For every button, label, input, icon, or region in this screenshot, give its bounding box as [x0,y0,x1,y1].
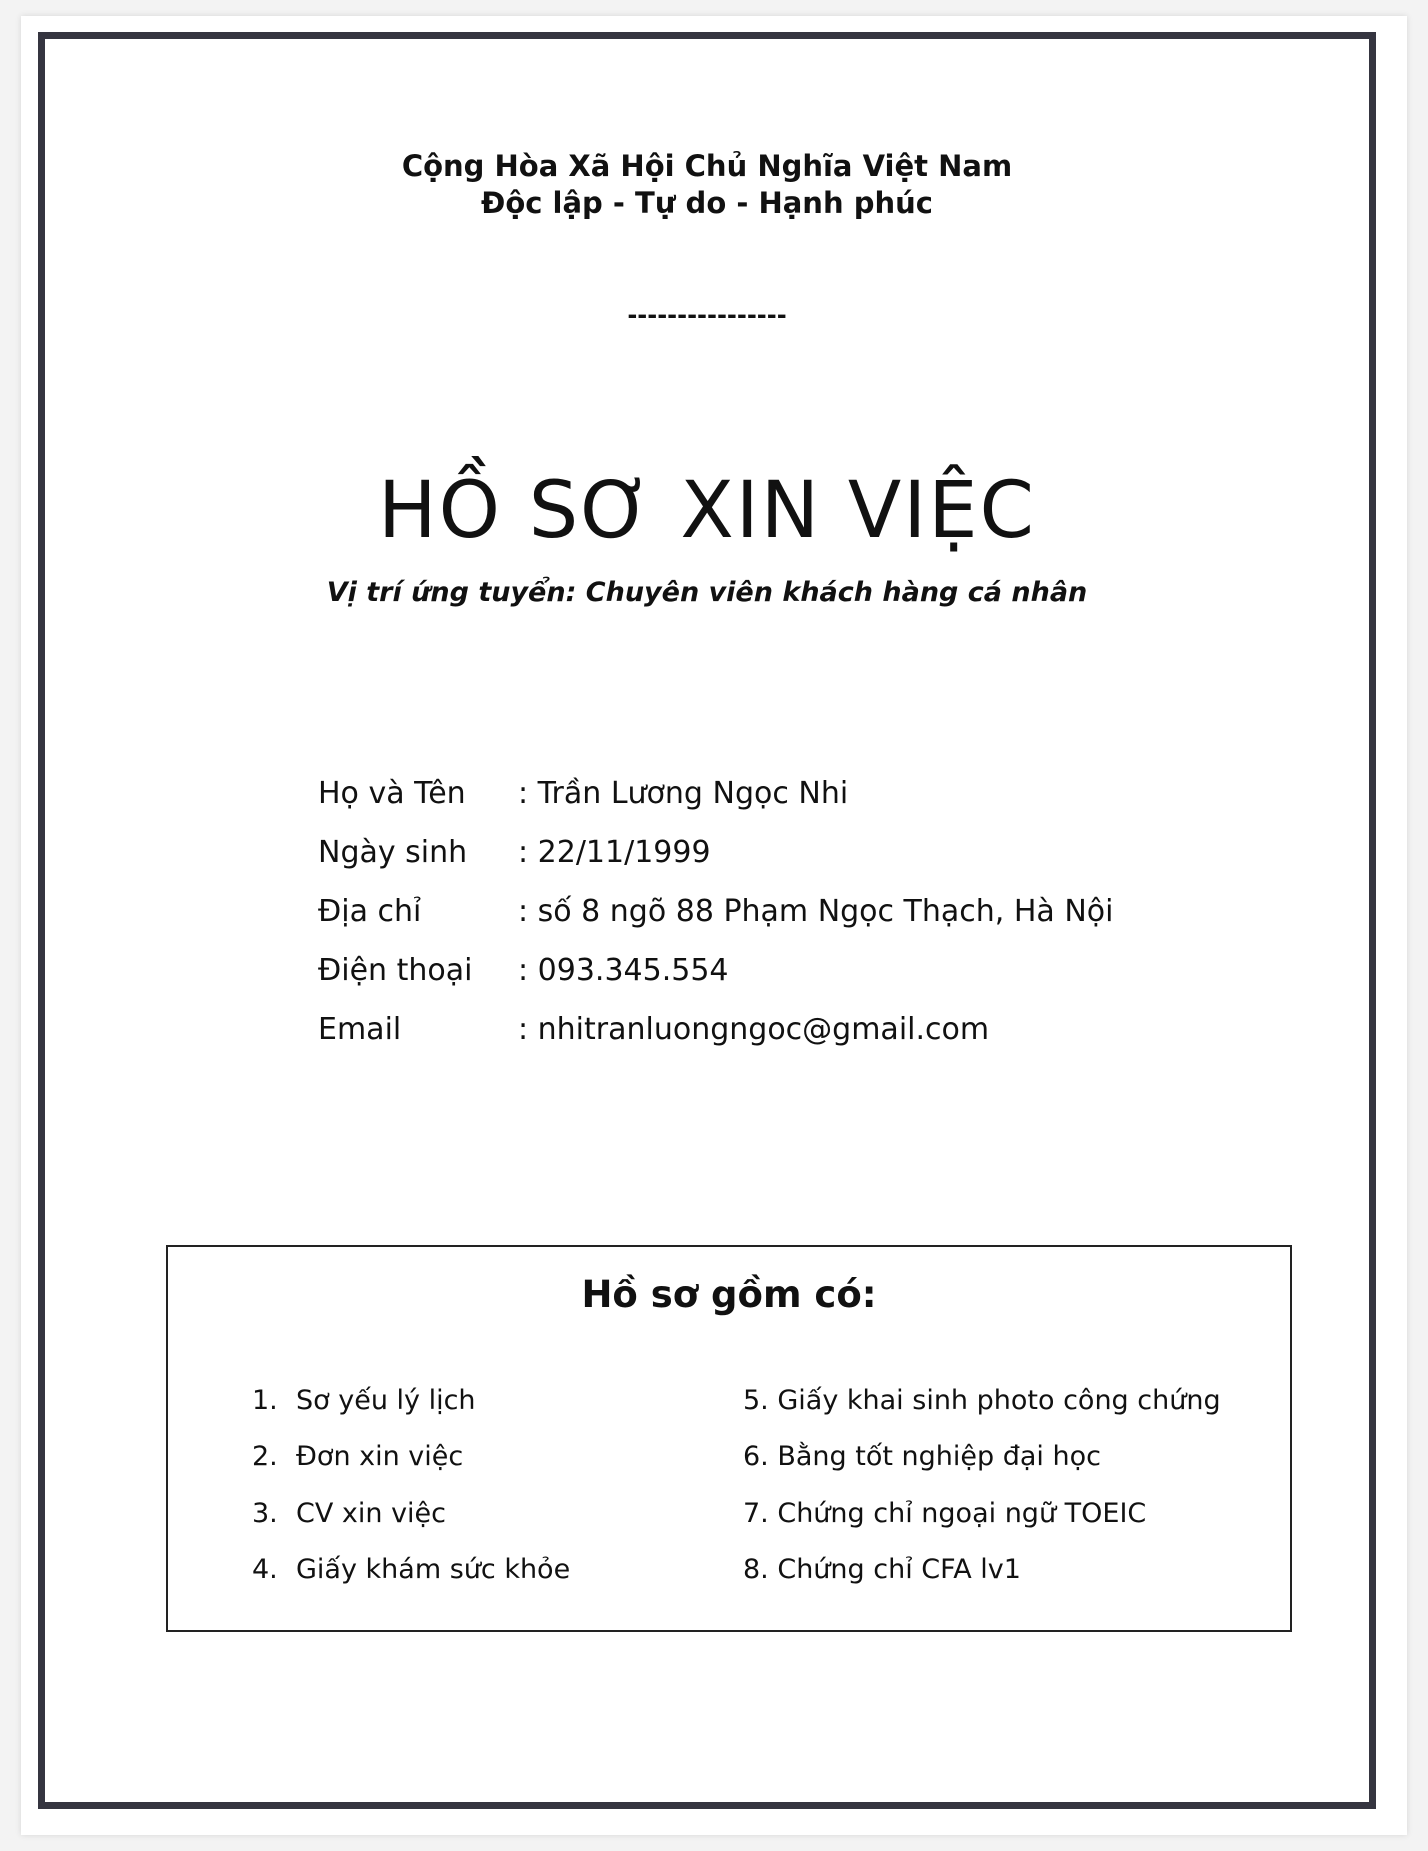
info-value: : 22/11/1999 [518,835,711,870]
list-item: 8. Chứng chỉ CFA lv1 [743,1554,1021,1586]
item-text: Sơ yếu lý lịch [296,1384,476,1416]
divider: ---------------- [627,301,787,329]
documents-list-right [743,1372,1221,1598]
document-page [21,16,1407,1835]
item-number: 3. [252,1497,278,1529]
position-subtitle: Vị trí ứng tuyển: Chuyên viên khách hàng cá nhân [326,577,1088,608]
info-row-phone [318,941,1113,1000]
info-value: : số 8 ngõ 88 Phạm Ngọc Thạch, Hà Nội [518,894,1114,929]
info-row-name [318,764,1113,823]
list-item: 5. Giấy khai sinh photo công chứng [743,1384,1221,1416]
info-value: : Trần Lương Ngọc Nhi [518,776,849,811]
documents-heading: Hồ sơ gồm có: [581,1273,877,1316]
list-item: 7. Chứng chỉ ngoại ngữ TOEIC [743,1497,1147,1529]
info-row-birthdate [318,823,1113,882]
item-text: Giấy khám sức khỏe [296,1554,571,1586]
national-motto-line2: Độc lập - Tự do - Hạnh phúc [481,186,933,220]
list-item [252,1429,570,1486]
documents-list-left [252,1372,570,1598]
info-row-address [318,882,1113,941]
item-number: 4. [252,1554,278,1586]
page-border [38,32,1376,1809]
info-label: Email [318,1012,402,1047]
info-label: Địa chỉ [318,894,422,929]
info-label: Điện thoại [318,953,473,988]
page-title: HỒ SƠ XIN VIỆC [377,466,1037,556]
national-motto-line1: Cộng Hòa Xã Hội Chủ Nghĩa Việt Nam [401,149,1013,183]
applicant-info [318,764,1113,1059]
info-label: Họ và Tên [318,776,466,811]
item-number: 2. [252,1441,278,1473]
documents-box [166,1245,1292,1632]
item-text: CV xin việc [296,1497,447,1529]
list-item [252,1542,570,1599]
info-label: Ngày sinh [318,835,468,870]
list-item [252,1485,570,1542]
list-item: 6. Bằng tốt nghiệp đại học [743,1441,1101,1473]
info-value: : 093.345.554 [518,953,729,988]
info-row-email [318,1000,1113,1059]
item-number: 1. [252,1384,278,1416]
list-item [252,1372,570,1429]
info-value: : nhitranluongngoc@gmail.com [518,1012,990,1047]
item-text: Đơn xin việc [296,1441,464,1473]
